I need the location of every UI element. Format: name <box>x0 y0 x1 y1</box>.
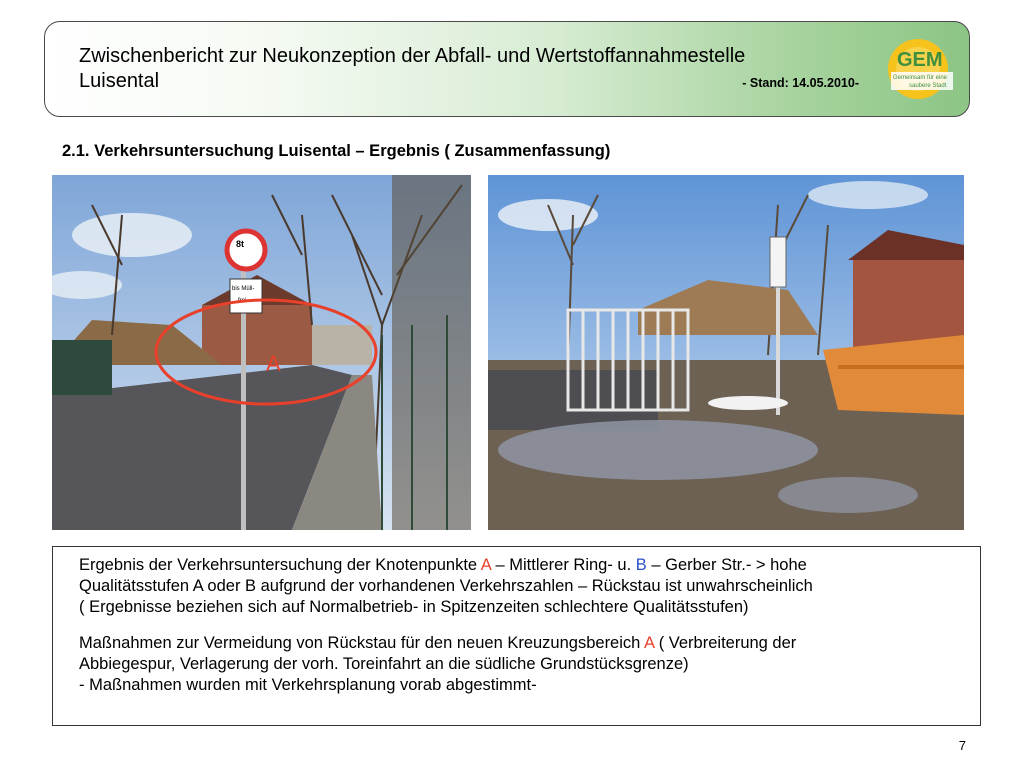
marker-label-a: A <box>266 351 281 376</box>
summary-text: Maßnahmen zur Vermeidung von Rückstau für den neuen Kreuzungsbereich <box>79 634 645 652</box>
sign-text: 8t <box>236 239 245 249</box>
summary-text: - Maßnahmen wurden mit Verkehrsplanung vorab abgestimmt- <box>79 676 537 694</box>
title-line-1: Zwischenbericht zur Neukonzeption der Abfall- und Wertstoffannahmestelle <box>79 45 746 67</box>
stand-date: - Stand: 14.05.2010- <box>742 76 859 90</box>
summary-text: – Gerber Str.- > hohe <box>646 556 807 574</box>
summary-text: – Mittlerer Ring- u. <box>490 556 636 574</box>
gem-logo <box>885 36 955 106</box>
node-a-label: A <box>644 634 655 652</box>
node-b-label: B <box>635 556 647 574</box>
photo-gate-right <box>488 175 964 530</box>
logo-tagline-1: Gemeinsam für eine <box>893 75 948 81</box>
summary-box <box>52 546 981 726</box>
section-subtitle: 2.1. Verkehrsuntersuchung Luisental – Ergebnis ( Zusammenfassung) <box>62 142 611 160</box>
logo-text: GEM <box>897 49 943 71</box>
sign-sub-2: frei <box>238 298 247 304</box>
summary-text: ( Ergebnisse beziehen sich auf Normalbetrieb- in Spitzenzeiten schlechtere Qualitätsstufen) <box>79 598 749 616</box>
summary-paragraph-2 <box>79 633 962 696</box>
photo-street-left <box>52 175 471 530</box>
node-a-label: A <box>480 556 491 574</box>
page-number: 7 <box>958 738 966 753</box>
logo-tagline-2: saubere Stadt <box>909 83 947 89</box>
summary-text: Qualitätsstufen A oder B aufgrund der vorhandenen Verkehrszahlen – Rückstau ist unwahrscheinlich <box>79 577 813 595</box>
summary-paragraph-1 <box>79 555 962 618</box>
title-line-2: Luisental <box>79 70 160 92</box>
summary-text: Abbiegespur, Verlagerung der vorh. Toreinfahrt an die südliche Grundstücksgrenze) <box>79 655 689 673</box>
summary-text: ( Verbreiterung der <box>654 634 797 652</box>
header-banner <box>44 21 970 117</box>
page-title <box>79 44 859 96</box>
summary-text: Ergebnis der Verkehrsuntersuchung der Knotenpunkte <box>79 556 481 574</box>
sign-sub-1: bis Müll- <box>232 286 255 292</box>
